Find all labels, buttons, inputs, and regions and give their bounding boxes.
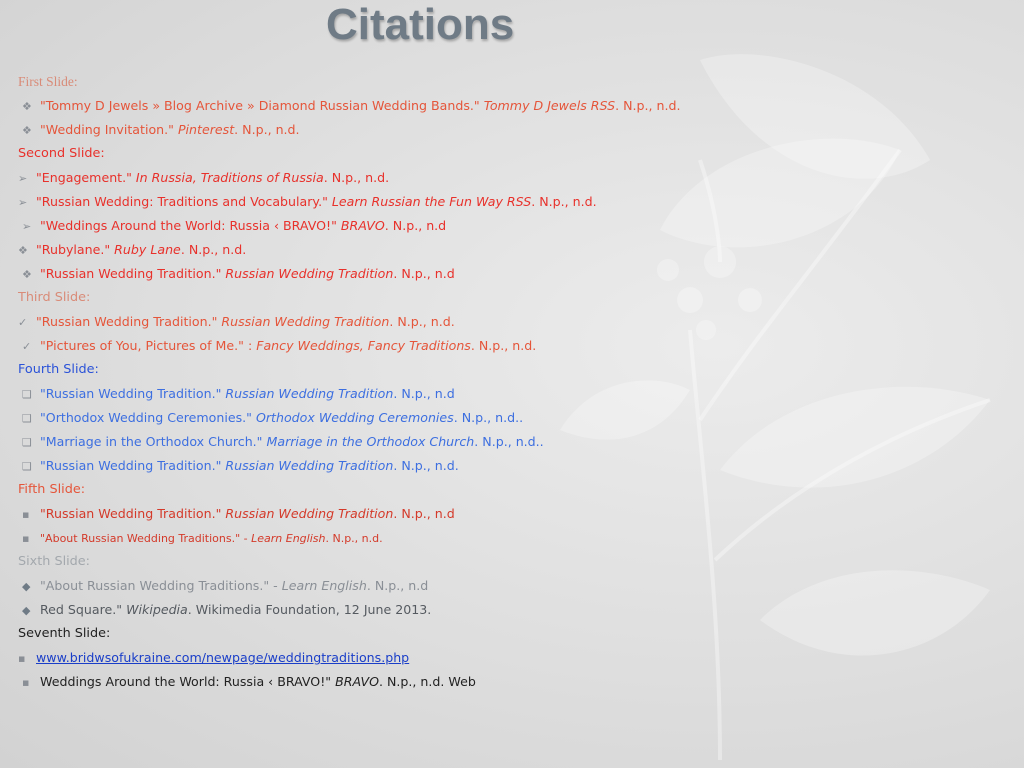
square-bullet-icon: ▪: [22, 532, 30, 545]
square-bullet-icon: ▪: [22, 676, 30, 689]
citation-item: ▪ "Russian Wedding Tradition." Russian Wedding Tradition. N.p., n.d: [18, 504, 738, 528]
citation-item: ❑ "Orthodox Wedding Ceremonies." Orthodox Wedding Ceremonies. N.p., n.d..: [18, 408, 738, 432]
page-title: Citations: [326, 0, 515, 49]
citation-item: ❖ "Rubylane." Ruby Lane. N.p., n.d.: [18, 240, 738, 264]
citation-item: ▪ "About Russian Wedding Traditions." - Learn English. N.p., n.d.: [18, 528, 738, 552]
citation-item: ✓ "Pictures of You, Pictures of Me." : Fancy Weddings, Fancy Traditions. N.p., n.d.: [18, 336, 738, 360]
section-heading-seventh: Seventh Slide:: [18, 626, 111, 641]
box-bullet-icon: ❑: [22, 460, 32, 473]
citation-item: ❑ "Russian Wedding Tradition." Russian Wedding Tradition. N.p., n.d: [18, 384, 738, 408]
citation-item: ➢ "Russian Wedding: Traditions and Vocabulary." Learn Russian the Fun Way RSS. N.p., n.d.: [18, 192, 738, 216]
citation-item: ➢ "Weddings Around the World: Russia ‹ BRAVO!" BRAVO. N.p., n.d: [18, 216, 738, 240]
section-heading-fifth: Fifth Slide:: [18, 482, 86, 497]
arrow-bullet-icon: ➢: [22, 220, 32, 233]
citation-item: ❖ "Russian Wedding Tradition." Russian Wedding Tradition. N.p., n.d: [18, 264, 738, 288]
square-bullet-icon: ▪: [18, 652, 26, 665]
citation-link[interactable]: www.bridwsofukraine.com/newpage/weddingtraditions.php: [36, 650, 410, 665]
diamond-bullet-icon: ◆: [22, 580, 31, 593]
citation-item: [18, 648, 738, 672]
citation-item: ✓ "Russian Wedding Tradition." Russian Wedding Tradition. N.p., n.d.: [18, 312, 738, 336]
diamond-outline-bullet-icon: ❖: [22, 100, 32, 113]
citation-item: ▪ Weddings Around the World: Russia ‹ BRAVO!" BRAVO. N.p., n.d. Web: [18, 672, 738, 696]
section-heading-second: Second Slide:: [18, 146, 105, 161]
box-bullet-icon: ❑: [22, 436, 32, 449]
citation-item: ➢ "Engagement." In Russia, Traditions of Russia. N.p., n.d.: [18, 168, 738, 192]
check-bullet-icon: ✓: [22, 340, 32, 353]
box-bullet-icon: ❑: [22, 412, 32, 425]
section-heading-sixth: Sixth Slide:: [18, 554, 90, 569]
citations-list: [18, 72, 738, 696]
citation-item: ❖ "Tommy D Jewels » Blog Archive » Diamond Russian Wedding Bands." Tommy D Jewels RSS. N.p., n.d.: [18, 96, 738, 120]
citation-item: ◆ Red Square." Wikipedia. Wikimedia Foundation, 12 June 2013.: [18, 600, 738, 624]
check-bullet-icon: ✓: [18, 316, 28, 329]
citation-item: ❖ "Wedding Invitation." Pinterest. N.p., n.d.: [18, 120, 738, 144]
section-heading-first: First Slide:: [18, 74, 78, 89]
square-bullet-icon: ▪: [22, 508, 30, 521]
arrow-bullet-icon: ➢: [18, 172, 28, 185]
section-heading-third: Third Slide:: [18, 290, 91, 305]
diamond-outline-bullet-icon: ❖: [22, 124, 32, 137]
citation-item: ❑ "Marriage in the Orthodox Church." Marriage in the Orthodox Church. N.p., n.d..: [18, 432, 738, 456]
box-bullet-icon: ❑: [22, 388, 32, 401]
section-heading-fourth: Fourth Slide:: [18, 362, 99, 377]
diamond-bullet-icon: ◆: [22, 604, 31, 617]
citation-item: ❑ "Russian Wedding Tradition." Russian Wedding Tradition. N.p., n.d.: [18, 456, 738, 480]
diamond-outline-bullet-icon: ❖: [18, 244, 28, 257]
diamond-outline-bullet-icon: ❖: [22, 268, 32, 281]
arrow-bullet-icon: ➢: [18, 196, 28, 209]
citation-item: ◆ "About Russian Wedding Traditions." - Learn English. N.p., n.d: [18, 576, 738, 600]
